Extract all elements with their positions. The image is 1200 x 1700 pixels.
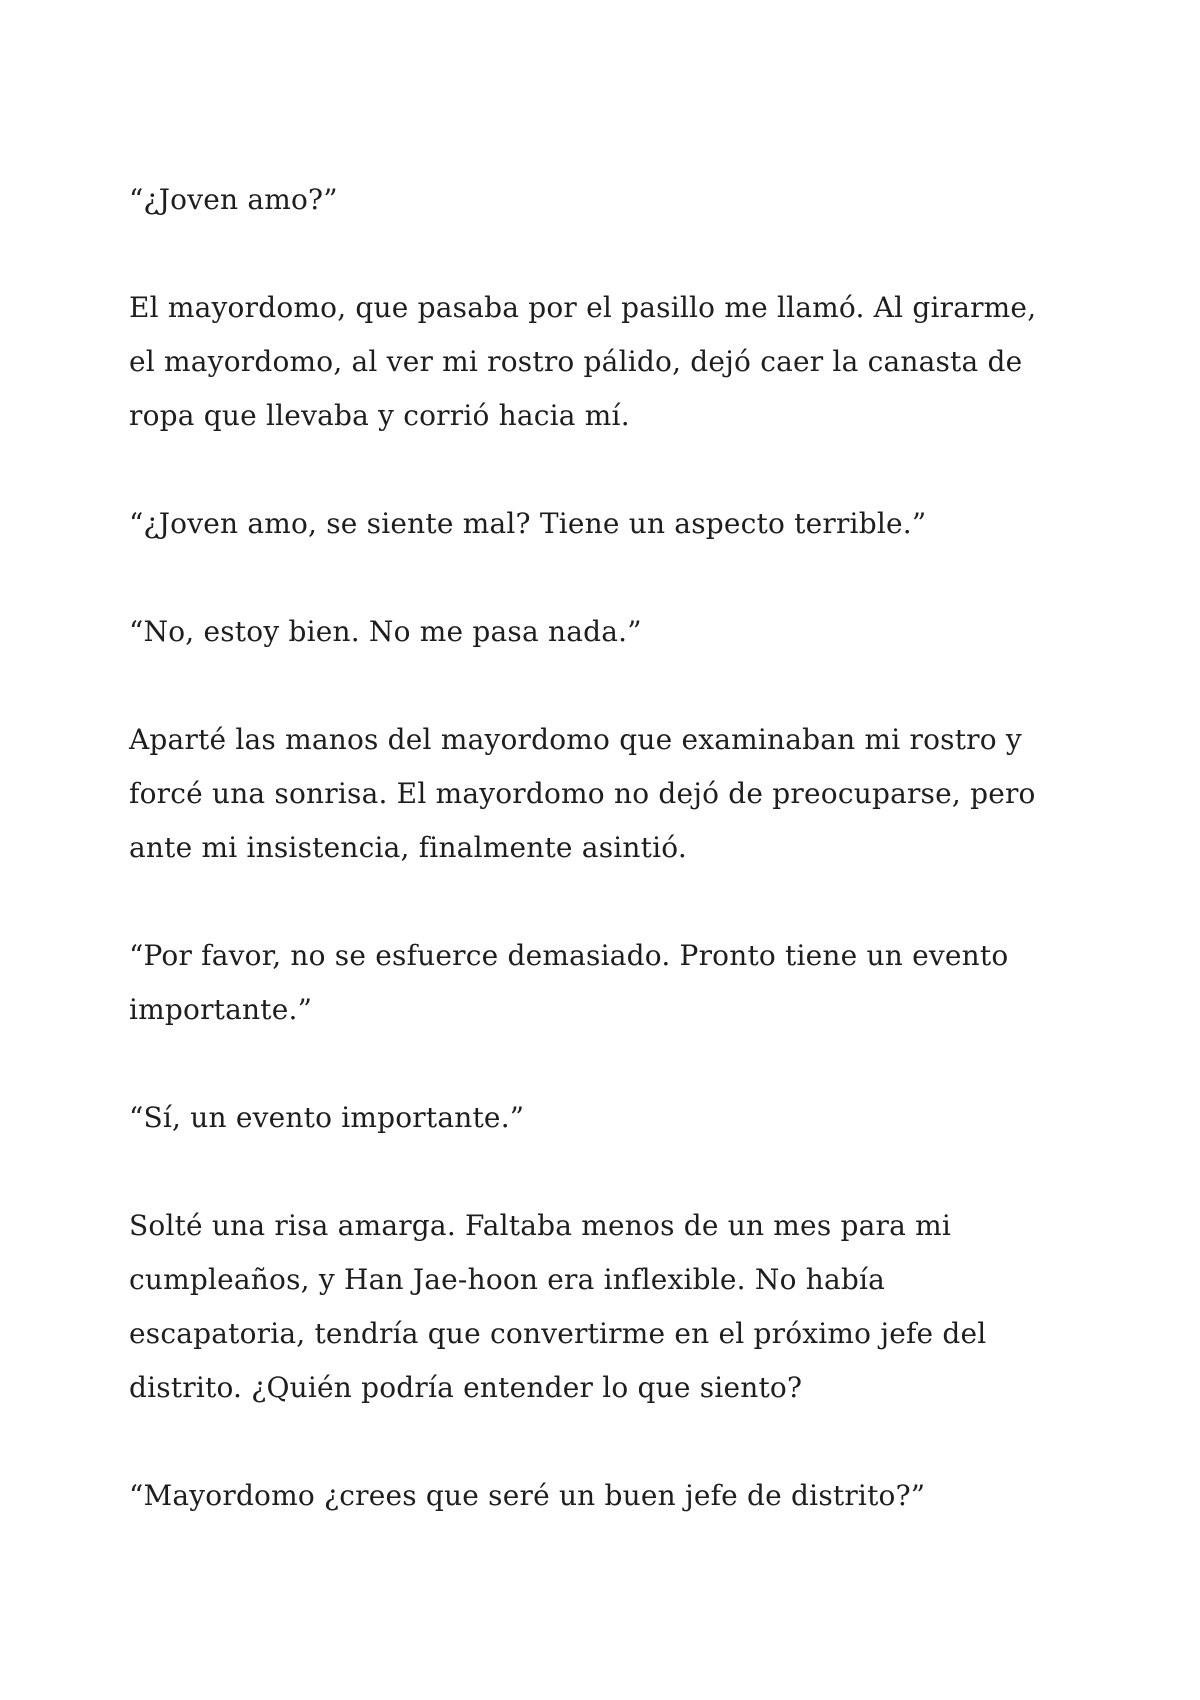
paragraph-3: “¿Joven amo, se siente mal? Tiene un aspecto terrible.” (129, 507, 927, 540)
paragraph-2: El mayordomo, que pasaba por el pasillo me llamó. Al girarme, el mayordomo, al ver mi rostro pálido, dejó caer la canasta de ropa que llevaba y corrió hacia mí. (129, 291, 1037, 432)
paragraph-5: Aparté las manos del mayordomo que examinaban mi rostro y forcé una sonrisa. El mayordomo no dejó de preocuparse, pero ante mi insistencia, finalmente asintió. (129, 723, 1036, 864)
paragraph-1: “¿Joven amo?” (129, 183, 338, 216)
paragraph-7: “Sí, un evento importante.” (129, 1101, 525, 1134)
paragraph-6: “Por favor, no se esfuerce demasiado. Pronto tiene un evento importante.” (129, 939, 1009, 1026)
paragraph-9: “Mayordomo ¿crees que seré un buen jefe de distrito?” (129, 1479, 926, 1512)
paragraph-4: “No, estoy bien. No me pasa nada.” (129, 615, 642, 648)
paragraph-8: Solté una risa amarga. Faltaba menos de un mes para mi cumpleaños, y Han Jae-hoon era inflexible. No había escapatoria, tendría que convertirme en el próximo jefe del distrito. ¿Quién podría entender lo que siento? (129, 1209, 987, 1404)
